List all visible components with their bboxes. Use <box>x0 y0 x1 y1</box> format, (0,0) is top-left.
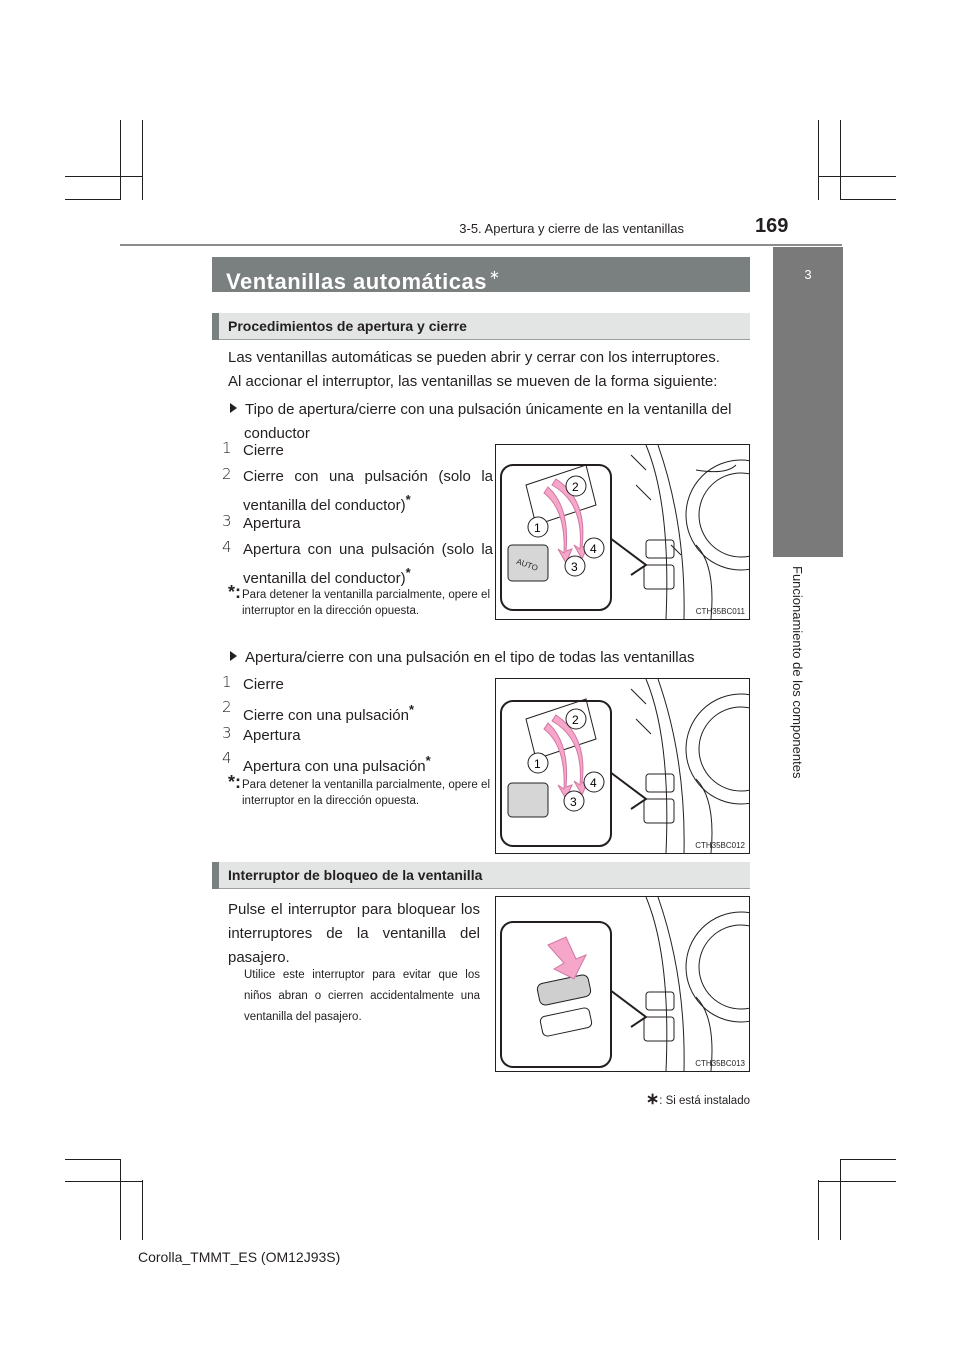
item-number: 3 <box>222 724 232 742</box>
page-number: 169 <box>755 215 789 237</box>
crop-mark <box>840 120 841 200</box>
crop-mark <box>142 120 143 200</box>
crop-mark <box>65 1181 143 1182</box>
bullet-all-windows <box>230 646 694 670</box>
section-heading-window-lock: Interruptor de bloqueo de la ventanilla <box>212 862 750 889</box>
crop-mark <box>818 1180 819 1240</box>
figure-driver-switch <box>495 444 750 620</box>
svg-text:2: 2 <box>572 480 579 494</box>
item-number: 4 <box>222 749 232 767</box>
item-text <box>243 749 493 778</box>
install-marker: ∗ <box>645 1091 660 1108</box>
bullet-text-cont: conductor <box>244 425 310 442</box>
crop-mark <box>818 1181 896 1182</box>
crop-mark <box>65 199 121 200</box>
item-number: 1 <box>222 673 232 691</box>
svg-text:4: 4 <box>590 542 597 556</box>
svg-text:3: 3 <box>570 795 577 809</box>
item-text: Apertura <box>243 515 301 532</box>
crop-mark <box>65 1159 121 1160</box>
svg-text:1: 1 <box>534 757 541 771</box>
item-number: 4 <box>222 538 232 556</box>
item-text-body: Apertura con una pulsación (solo la ventanilla del conductor) <box>243 541 493 587</box>
svg-text:3: 3 <box>571 560 578 574</box>
section-heading-open-close: Procedimientos de apertura y cierre <box>212 313 750 340</box>
crop-mark <box>120 1160 121 1240</box>
crop-mark <box>840 1159 896 1160</box>
footnote-marker: *: <box>228 582 241 602</box>
header-rule <box>120 244 842 246</box>
footnote-text: Para detener la ventanilla parcialmente, opere el interruptor en la dirección opuesta. <box>242 779 490 807</box>
item-text-body: Apertura con una pulsación <box>243 758 426 775</box>
svg-text:1: 1 <box>534 521 541 535</box>
figure-code: CTH35BC013 <box>695 1059 745 1068</box>
crop-mark <box>840 1160 841 1240</box>
item-text-body: Cierre con una pulsación <box>243 707 409 724</box>
item-number: 3 <box>222 512 232 530</box>
intro-line-1: Las ventanillas automáticas se pueden abrir y cerrar con los interruptores. <box>228 349 720 366</box>
chapter-number: 3 <box>804 267 812 282</box>
svg-text:4: 4 <box>590 776 597 790</box>
footnote-marker: *: <box>228 772 241 792</box>
install-footnote-text: : Si está instalado <box>659 1095 750 1107</box>
crop-mark <box>142 1180 143 1240</box>
bullet-text: Tipo de apertura/cierre con una pulsación únicamente en la ventanilla del <box>245 401 732 418</box>
item-text: Apertura <box>243 727 301 744</box>
item-number: 2 <box>222 698 232 716</box>
auto-label: AUTO <box>515 556 540 573</box>
triangle-bullet-icon <box>230 651 237 661</box>
footnote-partial-stop <box>228 772 490 809</box>
item-number: 1 <box>222 439 232 457</box>
item-text-body: Cierre con una pulsación (solo la ventanilla del conductor) <box>243 468 493 514</box>
chapter-title: Funcionamiento de los componentes <box>790 566 805 779</box>
footnote-star: * <box>405 492 411 507</box>
crop-mark <box>120 120 121 200</box>
footnote-partial-stop <box>228 582 490 619</box>
section-path: 3-5. Apertura y cierre de las ventanillas <box>459 221 684 236</box>
crop-mark <box>818 120 819 200</box>
page-title <box>212 257 750 292</box>
item-text: Cierre <box>243 442 284 459</box>
install-footnote <box>646 1089 750 1109</box>
footnote-star: * <box>408 702 414 717</box>
lock-switch-illustration <box>496 897 749 1071</box>
window-lock-note: Utilice este interruptor para evitar que los niños abran o cierren accidentalmente una ventanilla del pasajero. <box>244 969 480 1023</box>
crop-mark <box>65 176 143 177</box>
item-text <box>243 698 493 727</box>
bullet-driver-type <box>230 398 731 422</box>
item-text <box>243 465 493 517</box>
intro-line-2: Al accionar el interruptor, las ventanillas se mueven de la forma siguiente: <box>228 373 718 390</box>
crop-mark <box>818 176 896 177</box>
window-lock-body: Pulse el interruptor para bloquear los interruptores de la ventanilla del pasajero. <box>228 901 480 966</box>
footnote-text: Para detener la ventanilla parcialmente, opere el interruptor en la dirección opuesta. <box>242 589 490 617</box>
triangle-bullet-icon <box>230 403 237 413</box>
switch-illustration <box>496 679 749 853</box>
chapter-tab <box>773 247 843 557</box>
figure-lock-switch <box>495 896 750 1072</box>
crop-mark <box>840 199 896 200</box>
figure-all-windows-switch <box>495 678 750 854</box>
document-id: Corolla_TMMT_ES (OM12J93S) <box>138 1249 341 1265</box>
figure-code: CTH35BC011 <box>695 607 745 616</box>
item-number: 2 <box>222 465 232 483</box>
svg-text:2: 2 <box>572 713 579 727</box>
figure-code: CTH35BC012 <box>695 841 745 850</box>
install-marker: ∗ <box>488 267 501 282</box>
item-text: Cierre <box>243 676 284 693</box>
item-text <box>243 538 493 590</box>
footnote-star: * <box>425 753 431 768</box>
switch-illustration <box>496 445 749 619</box>
page-title-text: Ventanillas automáticas <box>226 269 487 294</box>
bullet-text: Apertura/cierre con una pulsación en el tipo de todas las ventanillas <box>245 649 695 666</box>
footnote-star: * <box>405 565 411 580</box>
